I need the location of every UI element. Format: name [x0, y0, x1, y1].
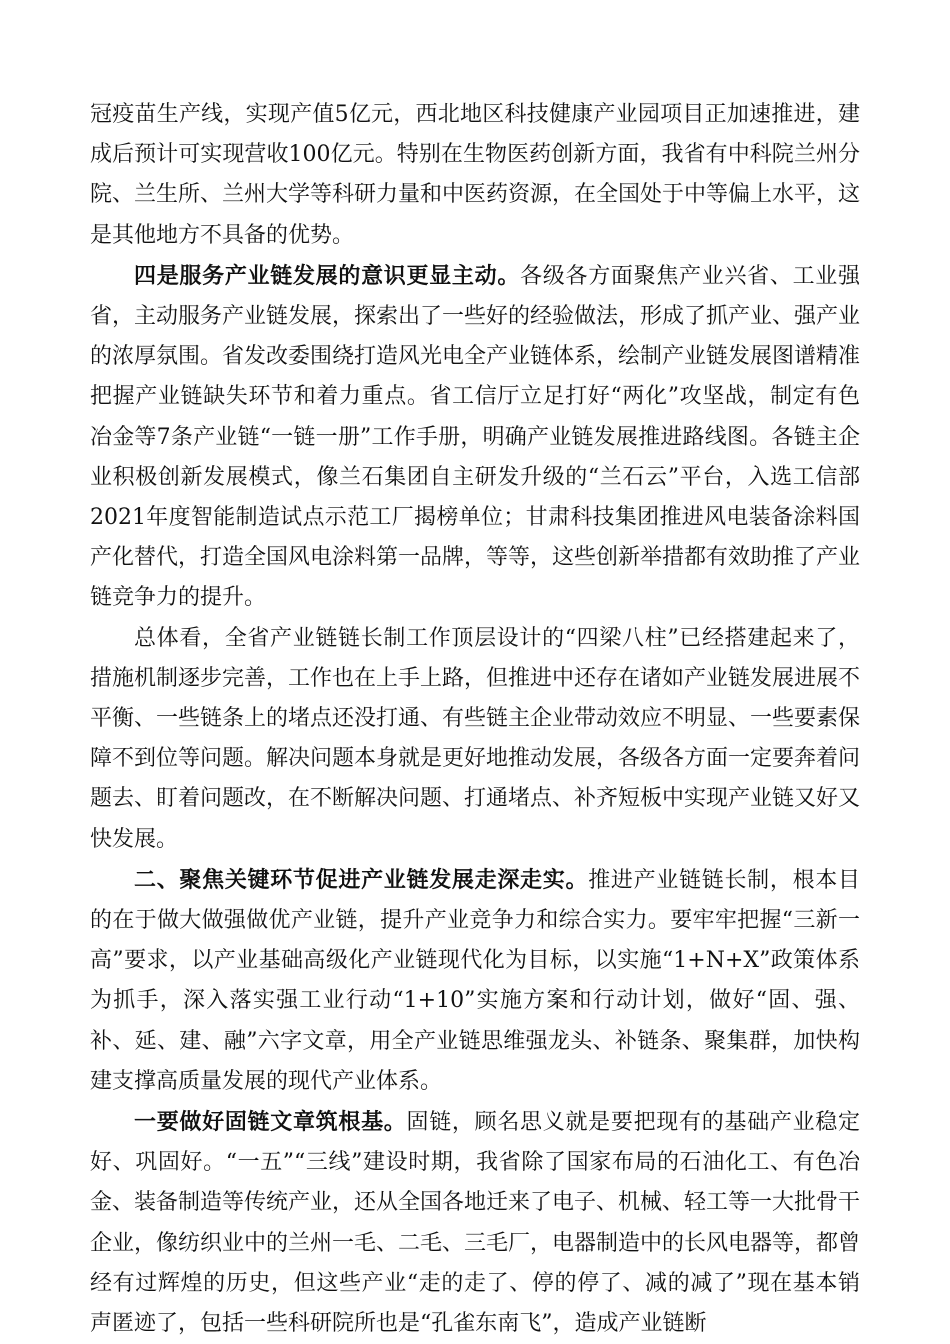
paragraph-4-text: 推进产业链链长制，根本目的在于做大做强做优产业链，提升产业竞争力和综合实力。要牢牢把握“三新一高”要求，以产业基础高级化产业链现代化为目标，以实施“1+N+X”政策体系为抓手，深入落实强工业行动“1+10”实施方案和行动计划，做好“固、强、补、延、建、融”六字文章，用全产业链思维强龙头、补链条、聚集群，加快构建支撑高质量发展的现代产业体系。	[90, 867, 860, 1094]
paragraph-5-heading: 一要做好固链文章筑根基。	[134, 1109, 407, 1136]
paragraph-1-text: 冠疫苗生产线，实现产值5亿元，西北地区科技健康产业园项目正加速推进，建成后预计可实现营收100亿元。特别在生物医药创新方面，我省有中科院兰州分院、兰生所、兰州大学等科研力量和中医药资源，在全国处于中等偏上水平，这是其他地方不具备的优势。	[90, 102, 861, 248]
paragraph-2	[90, 256, 860, 619]
paragraph-2-heading: 四是服务产业链发展的意识更显主动。	[134, 262, 521, 289]
document-page	[90, 95, 860, 1344]
paragraph-3	[90, 619, 860, 860]
paragraph-4-heading: 二、聚焦关键环节促进产业链发展走深走实。	[134, 866, 589, 893]
paragraph-4	[90, 860, 860, 1102]
paragraph-1	[90, 95, 860, 256]
paragraph-3-text: 总体看，全省产业链链长制工作顶层设计的“四梁八柱”已经搭建起来了，措施机制逐步完善，工作也在上手上路，但推进中还存在诸如产业链发展进展不平衡、一些链条上的堵点还没打通、有些链主企业带动效应不明显、一些要素保障不到位等问题。解决问题本身就是更好地推动发展，各级各方面一定要奔着问题去、盯着问题改，在不断解决问题、打通堵点、补齐短板中实现产业链又好又快发展。	[90, 625, 861, 852]
paragraph-5-text: 固链，顾名思义就是要把现有的基础产业稳定好、巩固好。“一五”“三线”建设时期，我省除了国家布局的石油化工、有色冶金、装备制造等传统产业，还从全国各地迁来了电子、机械、轻工等一大批骨干企业，像纺织业中的兰州一毛、二毛、三毛厂，电器制造中的长风电器等，都曾经有过辉煌的历史，但这些产业“走的走了、停的停了、减的减了”现在基本销声匿迹了，包括一些科研院所也是“孔雀东南飞”，造成产业链断	[90, 1110, 861, 1337]
paragraph-5	[90, 1102, 860, 1344]
paragraph-2-text: 各级各方面聚焦产业兴省、工业强省，主动服务产业链发展，探索出了一些好的经验做法，形成了抓产业、强产业的浓厚氛围。省发改委围绕打造风光电全产业链体系，绘制产业链发展图谱精准把握产业链缺失环节和着力重点。省工信厅立足打好“两化”攻坚战，制定有色冶金等7条产业链“一链一册”工作手册，明确产业链发展推进路线图。各链主企业积极创新发展模式，像兰石集团自主研发升级的“兰石云”平台，入选工信部2021年度智能制造试点示范工厂揭榜单位；甘肃科技集团推进风电装备涂料国产化替代，打造全国风电涂料第一品牌，等等，这些创新举措都有效助推了产业链竞争力的提升。	[90, 263, 861, 611]
